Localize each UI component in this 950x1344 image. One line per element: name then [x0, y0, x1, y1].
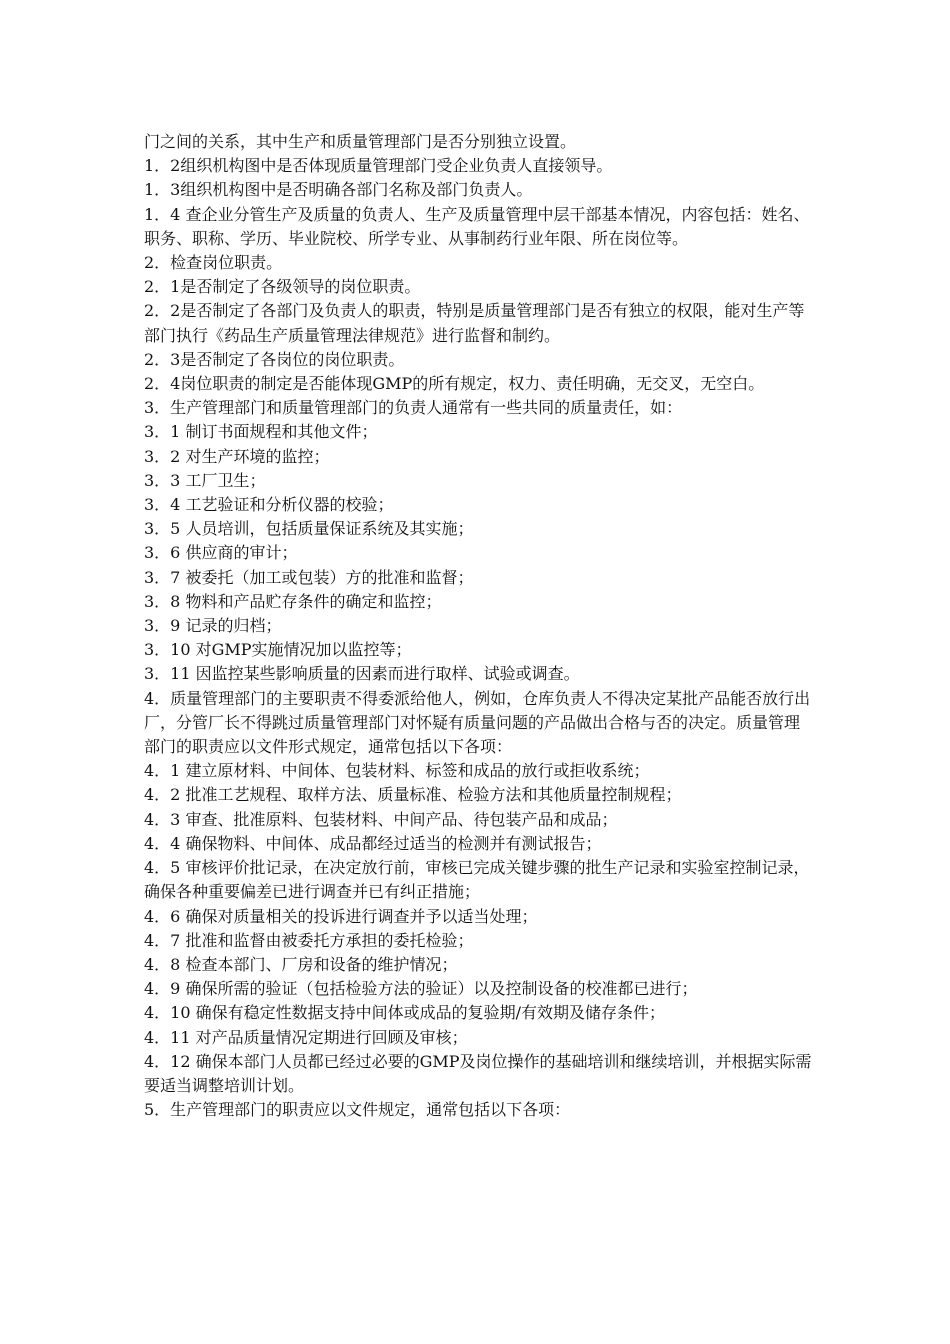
paragraph: 2．2是否制定了各部门及负责人的职责，特别是质量管理部门是否有独立的权限，能对生产等部门执行《药品生产质量管理法律规范》进行监督和制约。 — [144, 301, 805, 345]
paragraph: 2．3是否制定了各岗位的岗位职责。 — [144, 349, 405, 369]
document-body — [144, 130, 814, 1122]
paragraph: 2．4岗位职责的制定是否能体现GMP的所有规定，权力、责任明确，无交叉，无空白。 — [144, 374, 765, 394]
paragraph: 4．11 对产品质量情况定期进行回顾及审核； — [144, 1027, 468, 1047]
paragraph: 4．10 确保有稳定性数据支持中间体或成品的复验期/有效期及储存条件； — [144, 1003, 666, 1023]
paragraph: 1．4 查企业分管生产及质量的负责人、生产及质量管理中层干部基本情况，内容包括：姓名、职务、职称、学历、毕业院校、所学专业、从事制药行业年限、所在岗位等。 — [144, 204, 810, 248]
paragraph: 3．3 工厂卫生； — [144, 470, 266, 490]
paragraph: 3．1 制订书面规程和其他文件； — [144, 422, 378, 442]
paragraph: 5．生产管理部门的职责应以文件规定，通常包括以下各项： — [144, 1100, 571, 1120]
paragraph: 4．9 确保所需的验证（包括检验方法的验证）以及控制设备的校准都已进行； — [144, 979, 698, 999]
paragraph: 门之间的关系，其中生产和质量管理部门是否分别独立设置。 — [144, 132, 577, 151]
paragraph: 3．8 物料和产品贮存条件的确定和监控； — [144, 591, 442, 611]
paragraph: 3．7 被委托（加工或包装）方的批准和监督； — [144, 567, 474, 587]
paragraph: 4．6 确保对质量相关的投诉进行调查并予以适当处理； — [144, 906, 538, 926]
paragraph: 4．12 确保本部门人员都已经过必要的GMP及岗位操作的基础培训和继续培训，并根据实际需要适当调整培训计划。 — [144, 1051, 812, 1095]
paragraph: 4．8 检查本部门、厂房和设备的维护情况； — [144, 954, 458, 974]
paragraph: 4．4 确保物料、中间体、成品都经过适当的检测并有测试报告； — [144, 833, 602, 853]
paragraph: 3．4 工艺验证和分析仪器的校验； — [144, 495, 394, 515]
paragraph: 1．2组织机构图中是否体现质量管理部门受企业负责人直接领导。 — [144, 156, 613, 176]
paragraph: 3．6 供应商的审计； — [144, 543, 298, 563]
paragraph: 3．11 因监控某些影响质量的因素而进行取样、试验或调查。 — [144, 664, 580, 684]
paragraph: 3．生产管理部门和质量管理部门的负责人通常有一些共同的质量责任，如： — [144, 398, 683, 418]
paragraph: 4．5 审核评价批记录，在决定放行前，审核已完成关键步骤的批生产记录和实验室控制记录，确保各种重要偏差已进行调查并已有纠正措施； — [144, 858, 810, 902]
paragraph: 4．2 批准工艺规程、取样方法、质量标准、检验方法和其他质量控制规程； — [144, 785, 682, 805]
paragraph: 4．质量管理部门的主要职责不得委派给他人，例如，仓库负责人不得决定某批产品能否放行出厂，分管厂长不得跳过质量管理部门对怀疑有质量问题的产品做出合格与否的决定。质量管理部门的职责应以文件形式规定，通常包括以下各项： — [144, 688, 811, 757]
paragraph: 2．1是否制定了各级领导的岗位职责。 — [144, 277, 421, 297]
paragraph: 3．9 记录的归档； — [144, 616, 282, 636]
paragraph: 3．5 人员培训，包括质量保证系统及其实施； — [144, 519, 474, 539]
paragraph: 3．10 对GMP实施情况加以监控等； — [144, 640, 412, 660]
paragraph: 1．3组织机构图中是否明确各部门名称及部门负责人。 — [144, 180, 533, 200]
paragraph: 4．3 审查、批准原料、包装材料、中间产品、待包装产品和成品； — [144, 809, 618, 829]
paragraph: 2．检查岗位职责。 — [144, 253, 283, 273]
paragraph: 4．1 建立原材料、中间体、包装材料、标签和成品的放行或拒收系统； — [144, 761, 650, 781]
paragraph: 3．2 对生产环境的监控； — [144, 446, 330, 466]
paragraph: 4．7 批准和监督由被委托方承担的委托检验； — [144, 930, 474, 950]
